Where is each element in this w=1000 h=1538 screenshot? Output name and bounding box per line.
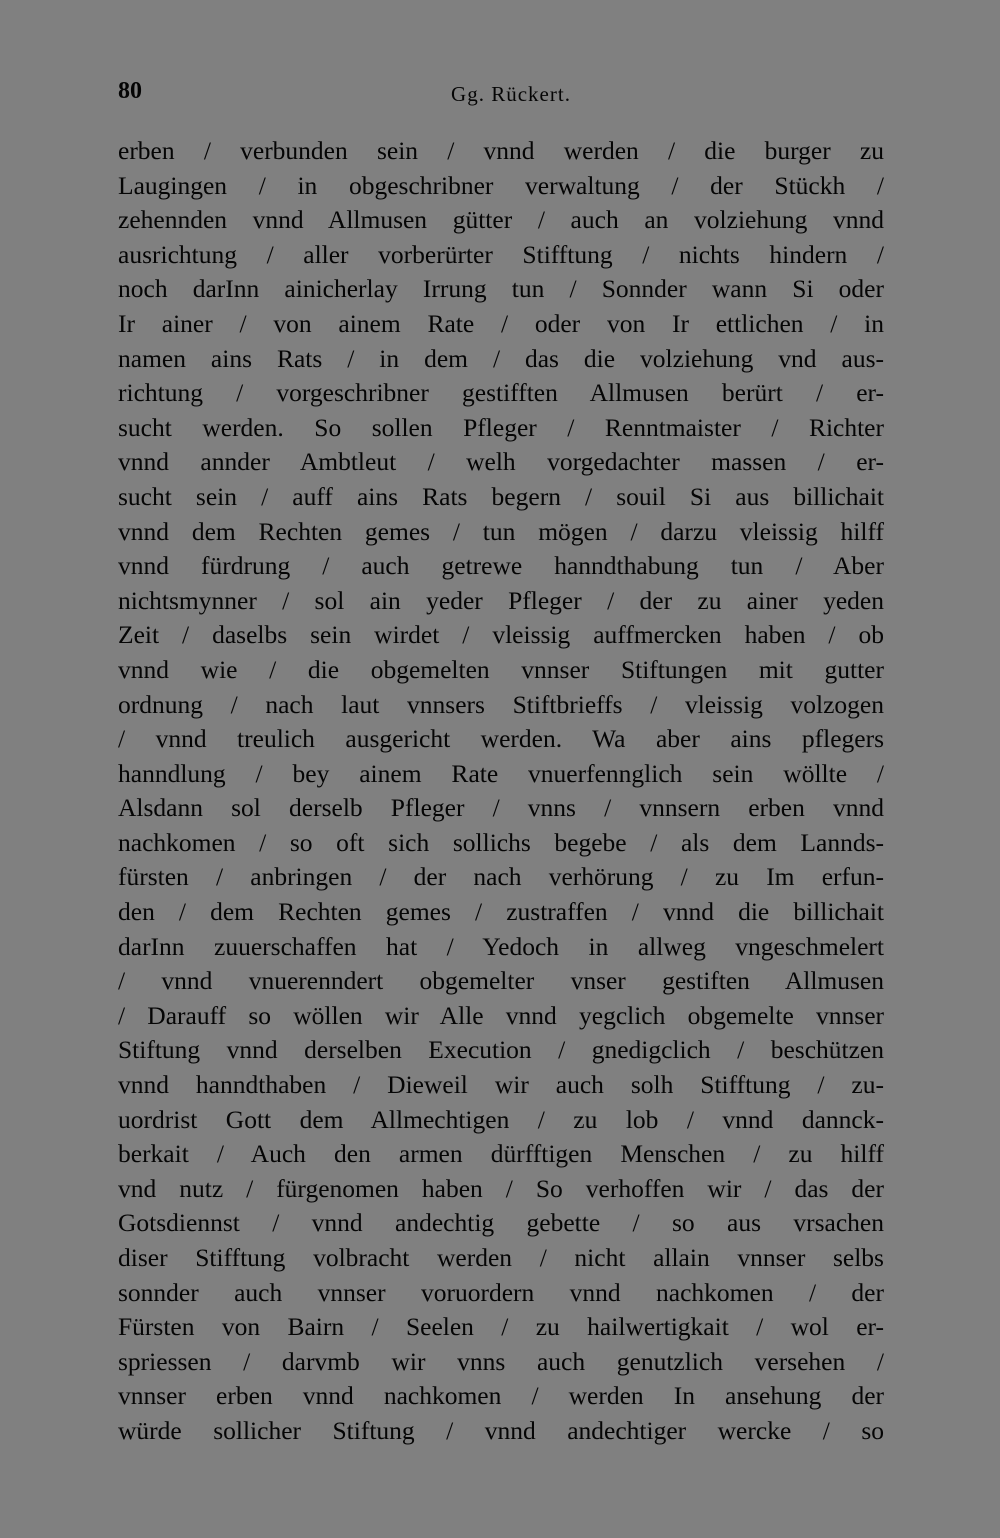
- text-line: vnnd dem Rechten gemes / tun mögen / darzu vleissig hilff: [118, 516, 884, 546]
- text-line: vnnd annder Ambtleut / welh vorgedachter massen / er-: [118, 447, 884, 477]
- text-line: nachkomen / so oft sich sollichs begebe / als dem Lannds-: [118, 827, 884, 857]
- text-line: vnnd wie / die obgemelten vnnser Stiftungen mit gutter: [118, 654, 884, 684]
- text-line: darInn zuuerschaffen hat / Yedoch in allweg vngeschmelert: [118, 931, 884, 961]
- text-line: vnd nutz / fürgenomen haben / So verhoffen wir / das der: [118, 1173, 884, 1203]
- text-line: Laugingen / in obgeschribner verwaltung / der Stückh /: [118, 170, 884, 200]
- text-line: fürsten / anbringen / der nach verhörung / zu Im erfun-: [118, 862, 884, 892]
- text-line: sucht sein / auff ains Rats begern / souil Si aus billichait: [118, 481, 884, 511]
- text-line: erben / verbunden sein / vnnd werden / die burger zu: [118, 136, 884, 165]
- text-line: ausrichtung / aller vorberürter Stifftung / nichts hindern /: [118, 239, 884, 269]
- text-line: / vnnd treulich ausgericht werden. Wa aber ains pflegers: [118, 724, 884, 754]
- text-line: sonnder auch vnnser voruordern vnnd nachkomen / der: [118, 1277, 884, 1307]
- text-line: vnnd hanndthaben / Dieweil wir auch solh Stifftung / zu-: [118, 1070, 884, 1100]
- text-line: Ir ainer / von ainem Rate / oder von Ir ettlichen / in: [118, 308, 884, 338]
- text-line: vnnser erben vnnd nachkomen / werden In ansehung der: [118, 1381, 884, 1411]
- text-line: Stiftung vnnd derselben Execution / gnedigclich / beschützen: [118, 1035, 884, 1065]
- text-line: namen ains Rats / in dem / das die volziehung vnd aus-: [118, 343, 884, 373]
- text-line: Fürsten von Bairn / Seelen / zu hailwertigkait / wol er-: [118, 1312, 884, 1342]
- text-line: ordnung / nach laut vnnsers Stiftbrieffs / vleissig volzogen: [118, 689, 884, 719]
- text-line: Alsdann sol derselb Pfleger / vnns / vnnsern erben vnnd: [118, 793, 884, 823]
- text-line: nichtsmynner / sol ain yeder Pfleger / der zu ainer yeden: [118, 585, 884, 615]
- text-line: richtung / vorgeschribner gestifften Allmusen berürt / er-: [118, 378, 884, 408]
- text-line: vnnd fürdrung / auch getrewe hanndthabung tun / Aber: [118, 551, 884, 581]
- text-line: Gotsdiennst / vnnd andechtig gebette / so aus vrsachen: [118, 1208, 884, 1238]
- text-line: uordrist Gott dem Allmechtigen / zu lob / vnnd dannck-: [118, 1104, 884, 1134]
- text-line: / Darauff so wöllen wir Alle vnnd yegclich obgemelte vnnser: [118, 1000, 884, 1030]
- page-number: 80: [118, 78, 142, 104]
- text-line: den / dem Rechten gemes / zustraffen / vnnd die billichait: [118, 897, 884, 927]
- page-header: [118, 78, 882, 110]
- text-line: Zeit / daselbs sein wirdet / vleissig auffmercken haben / ob: [118, 620, 884, 650]
- text-line: spriessen / darvmb wir vnns auch genutzlich versehen /: [118, 1346, 884, 1376]
- text-line: noch darInn ainicherlay Irrung tun / Sonnder wann Si oder: [118, 274, 884, 304]
- body-text: [118, 134, 884, 1449]
- running-head: Gg. Rückert.: [451, 82, 571, 106]
- text-line: hanndlung / bey ainem Rate vnuerfennglich sein wöllte /: [118, 758, 884, 788]
- text-line: berkait / Auch den armen dürfftigen Menschen / zu hilff: [118, 1139, 884, 1169]
- text-line: diser Stifftung volbracht werden / nicht allain vnnser selbs: [118, 1243, 884, 1272]
- text-line: sucht werden. So sollen Pfleger / Renntmaister / Richter: [118, 412, 884, 442]
- text-line: würde sollicher Stiftung / vnnd andechtiger wercke / so: [118, 1415, 884, 1445]
- text-line: / vnnd vnuerenndert obgemelter vnser gestiften Allmusen: [118, 966, 884, 996]
- text-line: zehennden vnnd Allmusen gütter / auch an volziehung vnnd: [118, 205, 884, 235]
